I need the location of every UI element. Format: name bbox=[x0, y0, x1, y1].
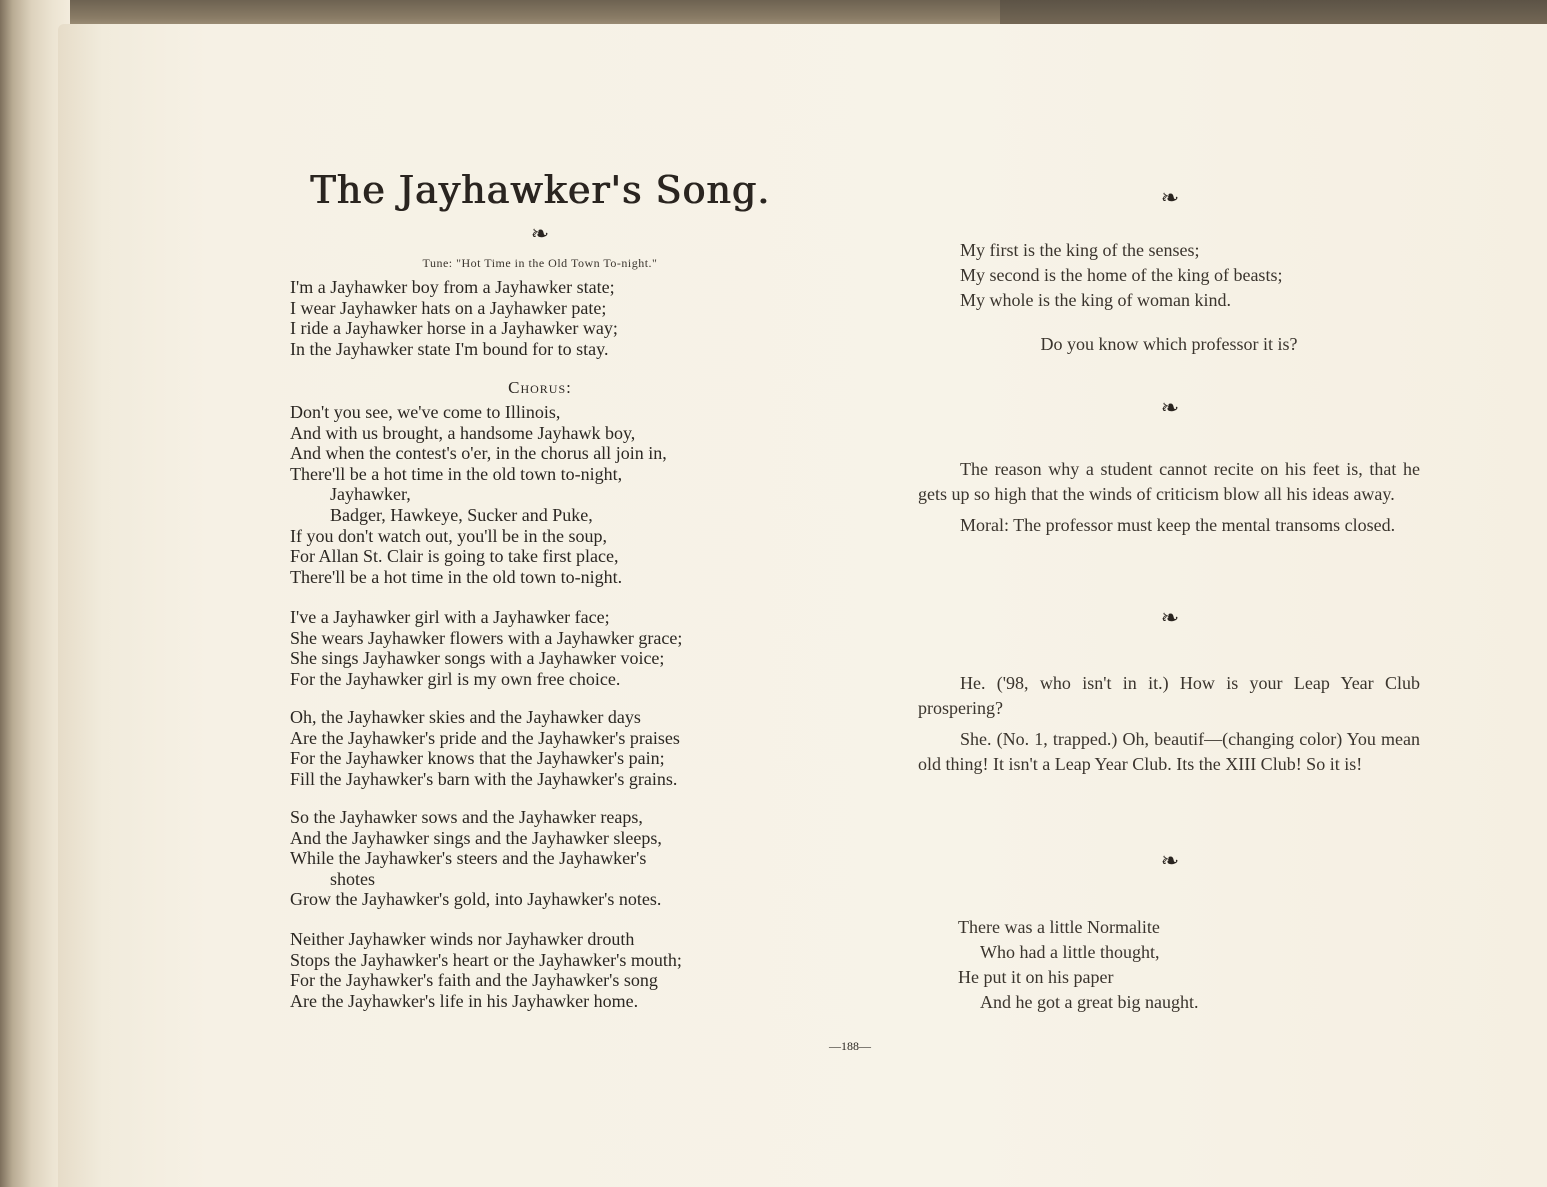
verse-line: For the Jayhawker knows that the Jayhawker's pain; bbox=[290, 748, 665, 769]
verse-5 bbox=[290, 929, 810, 1011]
chorus-line: And with us brought, a handsome Jayhawk boy, bbox=[290, 422, 636, 443]
reason-paragraph: The reason why a student cannot recite on his feet is, that he gets up so high that the winds of criticism blow all his ideas away. bbox=[918, 459, 1420, 504]
verse-line: So the Jayhawker sows and the Jayhawker reaps, bbox=[290, 807, 643, 827]
poem-line: There was a little Normalite bbox=[958, 917, 1160, 937]
fleuron-icon: ❧ bbox=[1160, 396, 1180, 421]
page-number: —188— bbox=[829, 1039, 871, 1053]
verse-line: Are the Jayhawker's life in his Jayhawker home. bbox=[290, 990, 639, 1011]
chorus-line: Don't you see, we've come to Illinois, bbox=[290, 402, 561, 422]
verse-line: I ride a Jayhawker horse in a Jayhawker way; bbox=[290, 318, 618, 339]
verse-line: Oh, the Jayhawker skies and the Jayhawker days bbox=[290, 707, 641, 727]
verse-line: I've a Jayhawker girl with a Jayhawker face; bbox=[290, 607, 610, 627]
fleuron-icon: ❧ bbox=[530, 222, 550, 247]
verse-line: Fill the Jayhawker's barn with the Jayhawker's grains. bbox=[290, 768, 678, 789]
verse-line: Are the Jayhawker's pride and the Jayhawker's praises bbox=[290, 727, 680, 748]
chorus-line: For Allan St. Clair is going to take first place, bbox=[290, 546, 619, 567]
poem-line: Who had a little thought, bbox=[980, 942, 1160, 962]
chorus-line: And when the contest's o'er, in the chorus all join in, bbox=[290, 443, 667, 464]
verse-line: And the Jayhawker sings and the Jayhawker sleeps, bbox=[290, 827, 662, 848]
reason-section bbox=[918, 457, 1420, 544]
poem-line: And he got a great big naught. bbox=[980, 992, 1199, 1012]
she-paragraph: She. (No. 1, trapped.) Oh, beautif—(changing color) You mean old thing! It isn't a Leap Year Club. Its the XIII Club! So it is! bbox=[918, 729, 1420, 774]
fleuron-icon: ❧ bbox=[1160, 186, 1180, 211]
verse-line: For the Jayhawker girl is my own free choice. bbox=[290, 668, 621, 689]
verse-line: shotes bbox=[330, 868, 375, 889]
riddle-line: My whole is the king of woman kind. bbox=[960, 290, 1231, 310]
song-title: The Jayhawker's Song. bbox=[310, 168, 770, 212]
verse-3 bbox=[290, 707, 810, 789]
chorus-heading: Chorus: bbox=[508, 378, 572, 397]
verse-1 bbox=[290, 277, 810, 359]
verse-line: I'm a Jayhawker boy from a Jayhawker state; bbox=[290, 277, 615, 297]
poem-line: He put it on his paper bbox=[958, 967, 1114, 987]
moral-paragraph: Moral: The professor must keep the mental transoms closed. bbox=[960, 515, 1396, 535]
chorus-line: There'll be a hot time in the old town to-night, bbox=[290, 463, 623, 484]
normalite-poem bbox=[918, 915, 1420, 1015]
riddle-line: My first is the king of the senses; bbox=[960, 240, 1200, 260]
dialogue-section bbox=[918, 671, 1420, 783]
fleuron-icon: ❧ bbox=[1160, 606, 1180, 631]
verse-line: Stops the Jayhawker's heart or the Jayhawker's mouth; bbox=[290, 949, 682, 970]
verse-line: She wears Jayhawker flowers with a Jayhawker grace; bbox=[290, 627, 683, 648]
verse-line: While the Jayhawker's steers and the Jayhawker's bbox=[290, 848, 647, 869]
he-paragraph: He. ('98, who isn't in it.) How is your Leap Year Club prospering? bbox=[918, 673, 1420, 718]
tune-note: Tune: "Hot Time in the Old Town To-night." bbox=[422, 256, 658, 270]
riddle-question: Do you know which professor it is? bbox=[1040, 334, 1298, 354]
riddle bbox=[960, 238, 1462, 313]
fleuron-icon: ❧ bbox=[1160, 849, 1180, 874]
verse-4 bbox=[290, 807, 810, 910]
verse-line: For the Jayhawker's faith and the Jayhawker's song bbox=[290, 970, 658, 991]
chorus bbox=[290, 402, 810, 587]
chorus-line: There'll be a hot time in the old town to-night. bbox=[290, 566, 623, 587]
riddle-line: My second is the home of the king of beasts; bbox=[960, 265, 1283, 285]
verse-2 bbox=[290, 607, 810, 689]
chorus-line: Jayhawker, bbox=[330, 484, 411, 505]
chorus-line: If you don't watch out, you'll be in the soup, bbox=[290, 525, 607, 546]
chorus-line: Badger, Hawkeye, Sucker and Puke, bbox=[330, 504, 593, 525]
verse-line: In the Jayhawker state I'm bound for to stay. bbox=[290, 338, 609, 359]
verse-line: I wear Jayhawker hats on a Jayhawker pate; bbox=[290, 297, 607, 318]
verse-line: She sings Jayhawker songs with a Jayhawker voice; bbox=[290, 648, 665, 669]
verse-line: Grow the Jayhawker's gold, into Jayhawker's notes. bbox=[290, 889, 662, 910]
verse-line: Neither Jayhawker winds nor Jayhawker drouth bbox=[290, 929, 635, 949]
